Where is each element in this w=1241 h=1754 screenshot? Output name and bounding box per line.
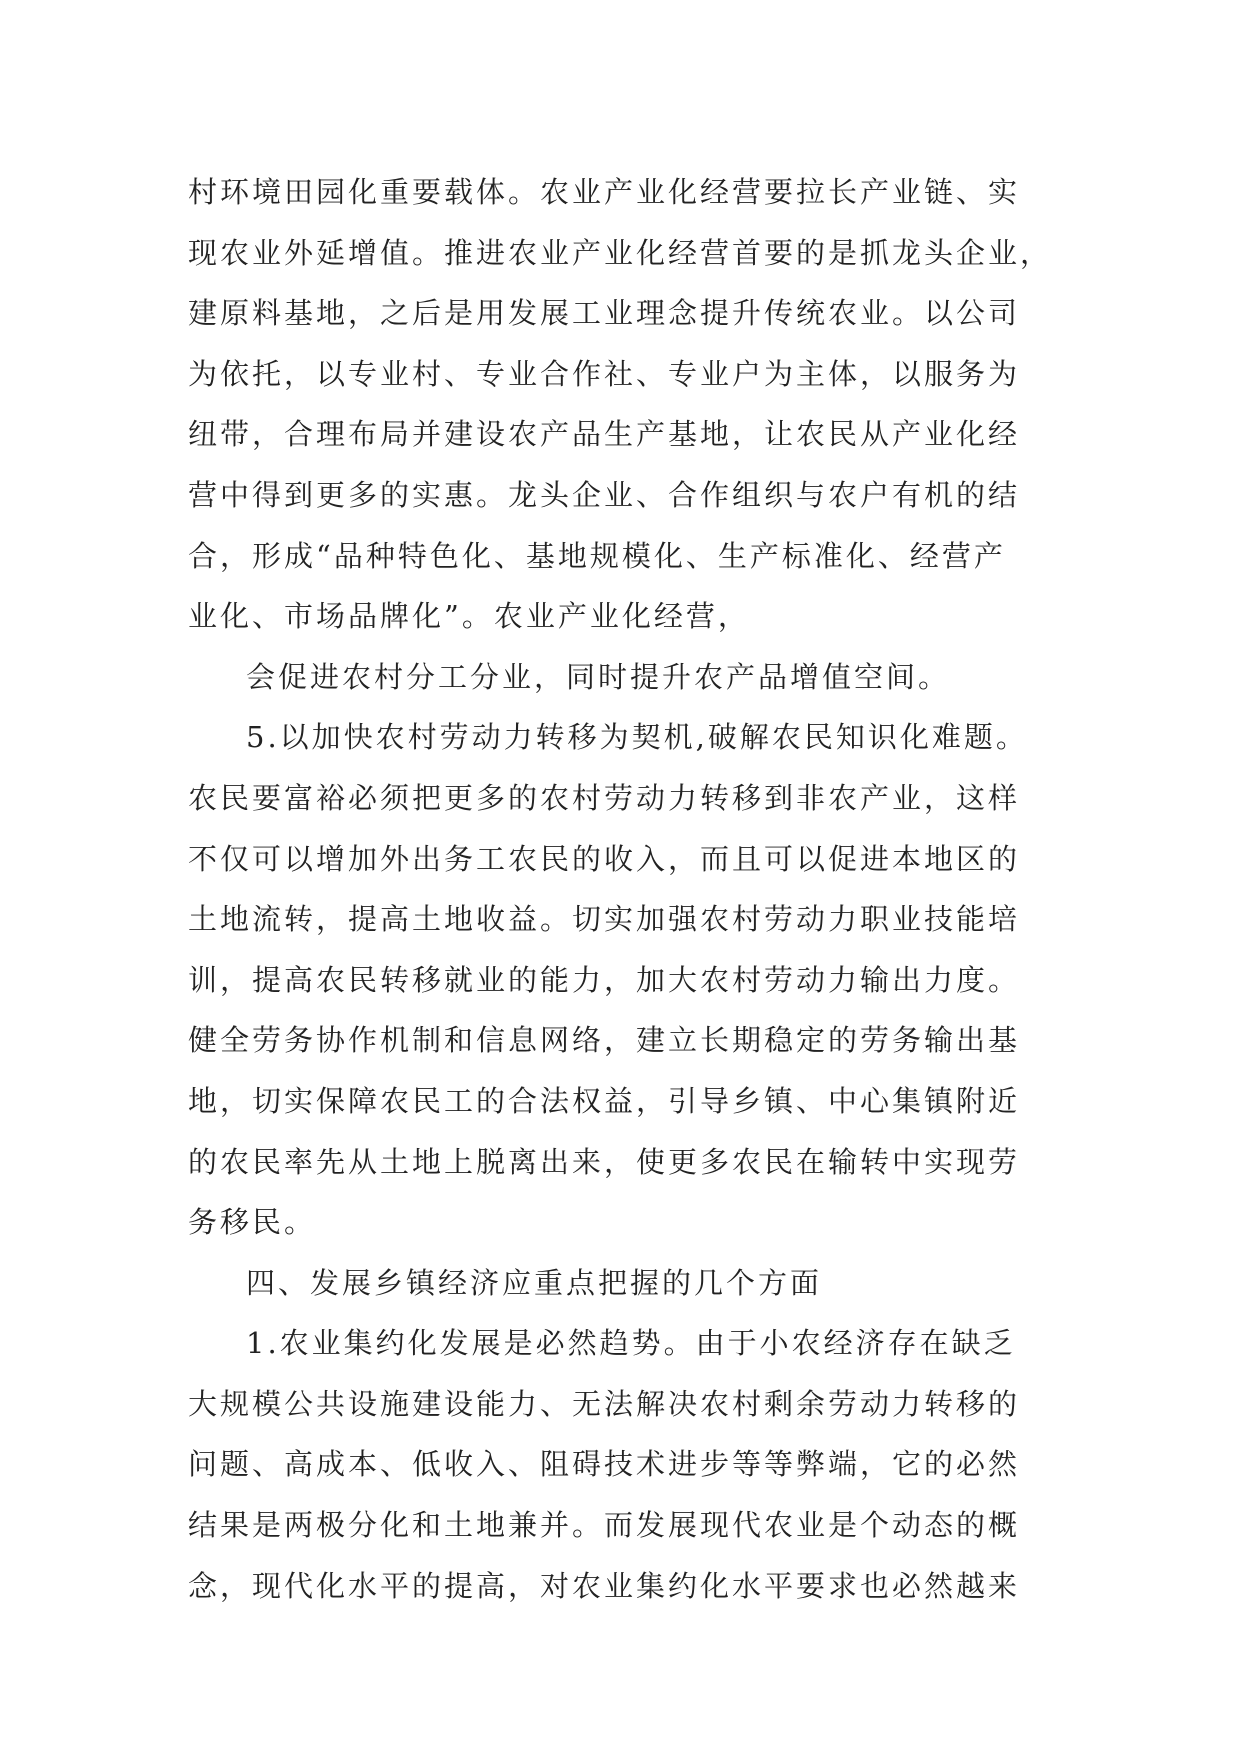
text-line: 问题、高成本、低收入、阻碍技术进步等等弊端，它的必然 [188, 1447, 1021, 1482]
text-line: 的农民率先从土地上脱离出来，使更多农民在输转中实现劳 [188, 1144, 1021, 1179]
text-line: 会促进农村分工分业，同时提升农产品增值空间。 [246, 659, 951, 694]
text-line: 现农业外延增值。推进农业产业化经营首要的是抓龙头企业， [188, 235, 1053, 270]
text-line: 念，现代化水平的提高，对农业集约化水平要求也必然越来 [188, 1568, 1021, 1603]
text-line: 土地流转，提高土地收益。切实加强农村劳动力职业技能培 [188, 902, 1021, 937]
text-line: 健全劳务协作机制和信息网络，建立长期稳定的劳务输出基 [188, 1023, 1021, 1058]
text-line: 结果是两极分化和土地兼并。而发展现代农业是个动态的概 [188, 1508, 1021, 1543]
text-line: 为依托，以专业村、专业合作社、专业户为主体，以服务为 [188, 356, 1021, 391]
text-line: 5.以加快农村劳动力转移为契机,破解农民知识化难题。 [246, 720, 1028, 755]
text-line: 大规模公共设施建设能力、无法解决农村剩余劳动力转移的 [188, 1386, 1021, 1421]
text-line: 不仅可以增加外出务工农民的收入，而且可以促进本地区的 [188, 841, 1021, 876]
text-line: 1.农业集约化发展是必然趋势。由于小农经济存在缺乏 [246, 1326, 1016, 1361]
text-line: 务移民。 [188, 1205, 317, 1240]
text-line: 建原料基地，之后是用发展工业理念提升传统农业。以公司 [188, 296, 1021, 331]
text-line: 农民要富裕必须把更多的农村劳动力转移到非农产业，这样 [188, 780, 1021, 815]
text-line: 训，提高农民转移就业的能力，加大农村劳动力输出力度。 [188, 962, 1021, 997]
text-line: 营中得到更多的实惠。龙头企业、合作组织与农户有机的结 [188, 477, 1021, 512]
text-line: 纽带，合理布局并建设农产品生产基地，让农民从产业化经 [188, 417, 1021, 452]
text-line: 四、发展乡镇经济应重点把握的几个方面 [246, 1265, 823, 1300]
text-line: 村环境田园化重要载体。农业产业化经营要拉长产业链、实 [188, 175, 1021, 209]
text-line: 合，形成“品种特色化、基地规模化、生产标准化、经营产 [188, 538, 1006, 573]
text-line: 业化、市场品牌化”。农业产业化经营， [188, 599, 750, 634]
text-line: 地，切实保障农民工的合法权益，引导乡镇、中心集镇附近 [188, 1083, 1021, 1118]
body-text [188, 162, 1088, 1616]
